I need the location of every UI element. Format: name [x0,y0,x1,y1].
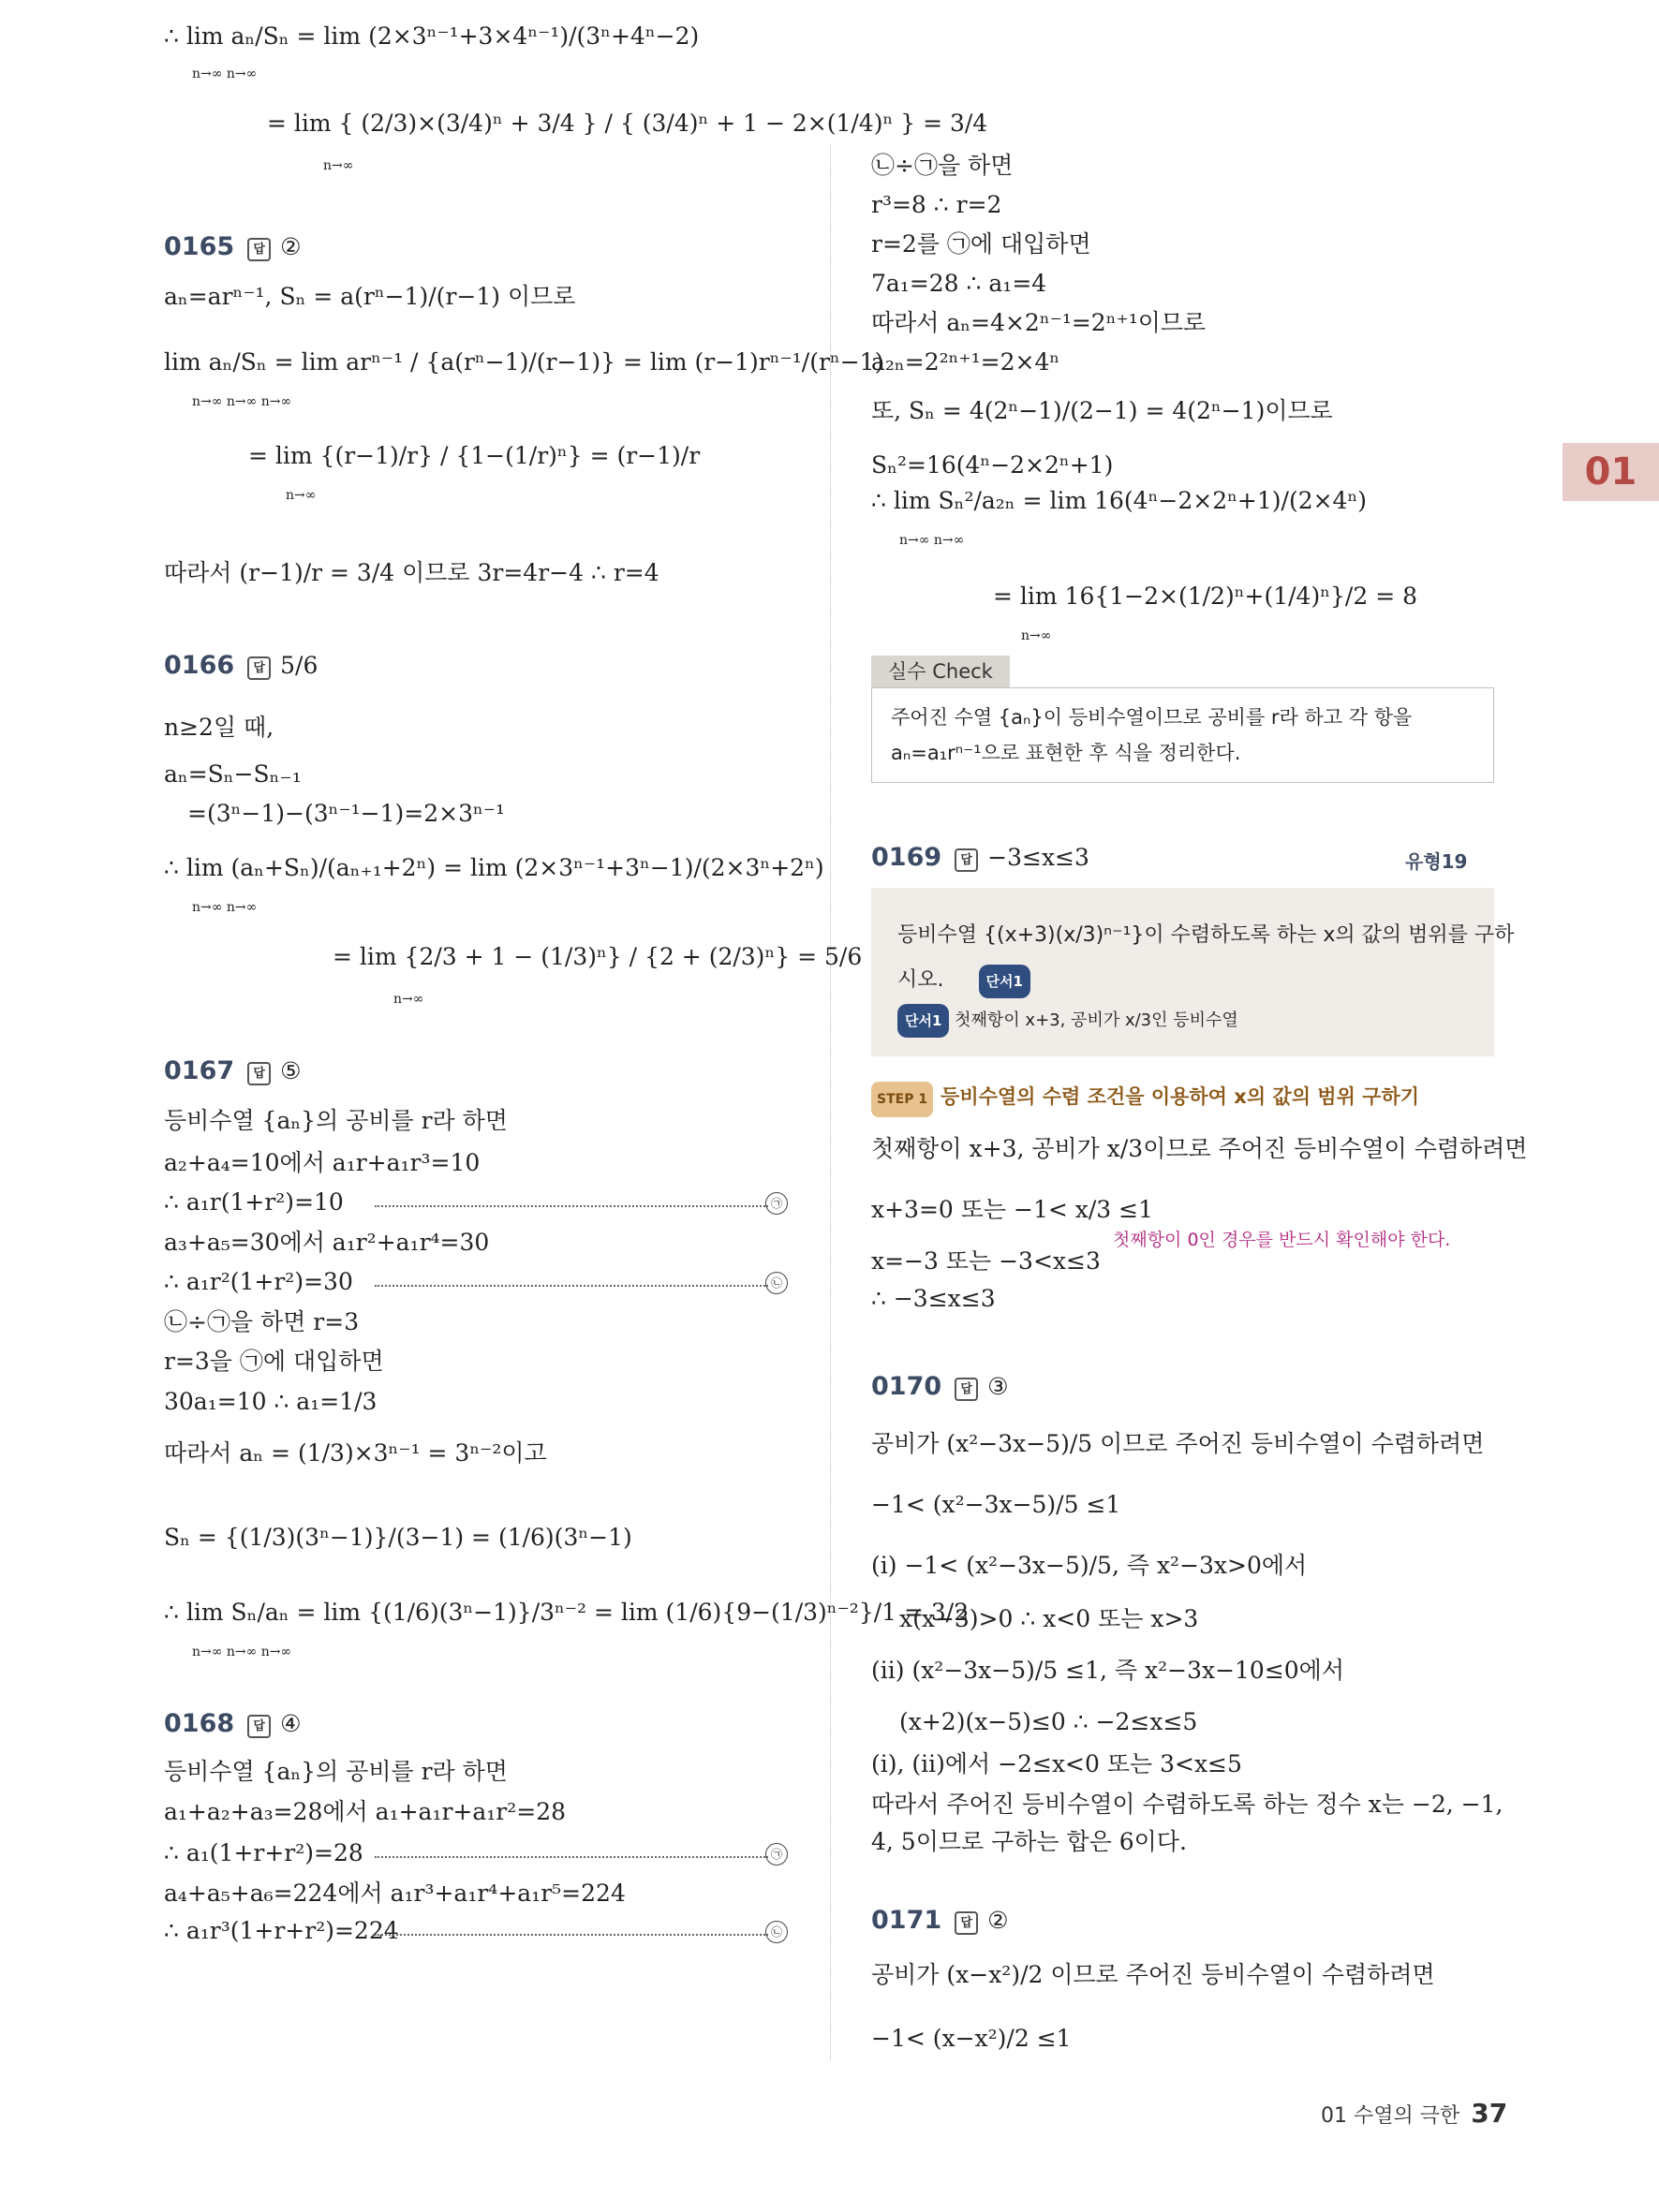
step-badge: STEP 1 [871,1082,933,1117]
solution-line: n→∞ [286,488,317,503]
check-line-1: 주어진 수열 {aₙ}이 등비수열이므로 공비를 r라 하고 각 항을 [891,706,1413,729]
solution-line: r=3을 ㉠에 대입하면 [164,1348,384,1375]
clue-text: 첫째항이 x+3, 공비가 x/3인 등비수열 [955,1010,1238,1030]
solution-line: 공비가 (x−x²)/2 이므로 주어진 등비수열이 수렴하려면 [871,1961,1435,1988]
clue-line [897,1004,1238,1038]
solution-line: (i) −1< (x²−3x−5)/5, 즉 x²−3x>0에서 [871,1552,1308,1579]
equation-marker: ㉠ [765,1192,788,1215]
solution-line: n→∞ n→∞ [192,900,258,915]
solution-line: ∴ a₁r³(1+r+r²)=224 [164,1917,399,1944]
sol-0169-3: x=−3 또는 −3<x≤3 [871,1247,1101,1275]
solution-line: x(x−3)>0 ∴ x<0 또는 x>3 [899,1605,1199,1632]
problem-0169-box [871,888,1515,1056]
solution-line: = lim {(r−1)/r} / {1−(1/r)ⁿ} = (r−1)/r [248,442,701,469]
column-divider [830,145,831,2060]
answer-value: ④ [280,1710,302,1737]
solution-line: n→∞ n→∞ n→∞ [192,394,292,409]
problem-number: 0167 [164,1056,235,1085]
type-tag: 유형19 [1405,850,1468,873]
solution-line: a₂+a₄=10에서 a₁r+a₁r³=10 [164,1149,481,1176]
solution-line: = lim 16{1−2×(1/2)ⁿ+(1/4)ⁿ}/2 = 8 [993,582,1418,610]
answer-icon: 답 [247,238,271,261]
check-label: 실수 Check [871,656,1010,687]
problem-number: 0166 [164,651,235,680]
problem-text-1: 등비수열 {(x+3)(x/3)ⁿ⁻¹}이 수렴하도록 하는 x의 값의 범위를 구하 [897,923,1515,947]
problem-number: 0168 [164,1709,235,1738]
sol-0169-4: ∴ −3≤x≤3 [871,1285,996,1312]
clue-pill-2: 단서1 [897,1004,949,1038]
solution-line: ㉡÷㉠을 하면 [871,152,1014,179]
solution-line: 등비수열 {aₙ}의 공비를 r라 하면 [164,1107,508,1134]
solution-line: a₄+a₅+a₆=224에서 a₁r³+a₁r⁴+a₁r⁵=224 [164,1880,626,1907]
answer-icon: 답 [955,848,978,872]
solution-line: a₂ₙ=2²ⁿ⁺¹=2×4ⁿ [871,348,1060,376]
dotted-leader [375,1205,768,1207]
solution-line: ∴ a₁(1+r+r²)=28 [164,1839,363,1866]
solution-line: = lim { (2/3)×(3/4)ⁿ + 3/4 } / { (3/4)ⁿ + 1 − 2×(1/4)ⁿ } = 3/4 [267,110,988,137]
answer-icon: 답 [247,1715,271,1738]
answer-value: ② [280,233,302,260]
mistake-check-box [871,656,1494,783]
equation-marker: ㉡ [765,1272,788,1294]
problem-0166-header [164,651,318,680]
solution-line: (i), (ii)에서 −2≤x<0 또는 3<x≤5 [871,1750,1242,1777]
sol-0169-note: 첫째항이 0인 경우를 반드시 확인해야 한다. [1113,1230,1451,1250]
sol-0169-1: 첫째항이 x+3, 공비가 x/3이므로 주어진 등비수열이 수렴하려면 [871,1135,1528,1162]
problem-text-2: 시오. 단서1 [897,965,1030,998]
solution-line: n→∞ [393,992,424,1007]
solution-line: −1< (x²−3x−5)/5 ≤1 [871,1491,1121,1518]
check-line-2: aₙ=a₁rⁿ⁻¹으로 표현한 후 식을 정리한다. [891,742,1241,764]
problem-number: 0169 [871,843,942,872]
chapter-tab: 01 [1563,443,1659,501]
problem-0171-header: 0171 답 ② [871,1906,1009,1935]
dotted-leader [375,1856,768,1858]
footer-chapter: 01 수열의 극한 [1321,2104,1460,2128]
solution-line: n→∞ n→∞ [899,533,965,548]
step-text: 등비수열의 수렴 조건을 이용하여 x의 값의 범위 구하기 [941,1085,1420,1108]
solution-line: 4, 5이므로 구하는 합은 6이다. [871,1828,1187,1855]
answer-icon: 답 [955,1911,978,1935]
solution-line: 따라서 aₙ = (1/3)×3ⁿ⁻¹ = 3ⁿ⁻²이고 [164,1439,547,1467]
page-footer [1321,2098,1507,2129]
equation-marker: ㉡ [765,1921,788,1943]
solution-line: ∴ lim (aₙ+Sₙ)/(aₙ₊₁+2ⁿ) = lim (2×3ⁿ⁻¹+3ⁿ−1)/(2×3ⁿ+2ⁿ) [164,854,824,881]
solution-line: ∴ lim Sₙ²/a₂ₙ = lim 16(4ⁿ−2×2ⁿ+1)/(2×4ⁿ) [871,487,1368,514]
clue-pill: 단서1 [979,965,1030,998]
solution-line: n→∞ [1021,628,1052,643]
solution-line: a₃+a₅=30에서 a₁r²+a₁r⁴=30 [164,1229,490,1256]
solution-line: 또, Sₙ = 4(2ⁿ−1)/(2−1) = 4(2ⁿ−1)이므로 [871,397,1333,424]
page-number: 37 [1471,2098,1508,2129]
problem-0167-header [164,1056,302,1085]
solution-line: 따라서 주어진 등비수열이 수렴하도록 하는 정수 x는 −2, −1, [871,1791,1503,1818]
solution-line: −1< (x−x²)/2 ≤1 [871,2025,1072,2052]
solution-line: 따라서 aₙ=4×2ⁿ⁻¹=2ⁿ⁺¹이므로 [871,309,1207,336]
solution-line: (ii) (x²−3x−5)/5 ≤1, 즉 x²−3x−10≤0에서 [871,1657,1344,1684]
dotted-leader [375,1934,768,1936]
problem-0168-header [164,1709,302,1738]
solution-line: aₙ=Sₙ−Sₙ₋₁ [164,760,302,788]
solution-line: 따라서 (r−1)/r = 3/4 이므로 3r=4r−4 ∴ r=4 [164,559,659,586]
solution-line: Sₙ = {(1/3)(3ⁿ−1)}/(3−1) = (1/6)(3ⁿ−1) [164,1524,632,1551]
solution-line: ∴ a₁r(1+r²)=10 [164,1188,344,1216]
sol-0169-2: x+3=0 또는 −1< x/3 ≤1 [871,1196,1153,1223]
dotted-leader [375,1285,768,1287]
solution-line: n≥2일 때, [164,714,274,741]
answer-icon: 답 [247,656,271,680]
problem-0170-header: 0170 답 ③ [871,1372,1009,1401]
solution-line: =(3ⁿ−1)−(3ⁿ⁻¹−1)=2×3ⁿ⁻¹ [187,800,506,827]
problem-0165-header [164,232,302,261]
solution-line: lim aₙ/Sₙ = lim arⁿ⁻¹ / {a(rⁿ−1)/(r−1)} = lim (r−1)rⁿ⁻¹/(rⁿ−1) [164,348,884,376]
solution-line: 7a₁=28 ∴ a₁=4 [871,270,1047,297]
check-body [871,687,1494,783]
solution-line: ㉡÷㉠을 하면 r=3 [164,1308,360,1335]
solution-line: aₙ=arⁿ⁻¹, Sₙ = a(rⁿ−1)/(r−1) 이므로 [164,283,576,310]
solution-line: n→∞ [323,158,354,173]
solution-line: = lim {2/3 + 1 − (1/3)ⁿ} / {2 + (2/3)ⁿ} = 5/6 [333,943,863,970]
problem-number: 0165 [164,232,235,261]
solution-line: Sₙ²=16(4ⁿ−2×2ⁿ+1) [871,451,1114,479]
solution-line: a₁+a₂+a₃=28에서 a₁+a₁r+a₁r²=28 [164,1798,567,1825]
equation-marker: ㉠ [765,1843,788,1865]
solution-line: ∴ a₁r²(1+r²)=30 [164,1268,353,1295]
answer-value: ⑤ [280,1057,302,1084]
solution-line: r=2를 ㉠에 대입하면 [871,230,1091,258]
solution-line: 등비수열 {aₙ}의 공비를 r라 하면 [164,1758,508,1785]
solution-line: 30a₁=10 ∴ a₁=1/3 [164,1388,378,1415]
answer-value: 5/6 [280,652,318,679]
solution-line: n→∞ n→∞ n→∞ [192,1644,292,1659]
solution-line: r³=8 ∴ r=2 [871,191,1002,218]
answer-value: −3≤x≤3 [987,844,1089,871]
answer-icon: 답 [955,1378,978,1401]
answer-icon: 답 [247,1062,271,1085]
problem-0169-header [871,843,1089,872]
solution-line: (x+2)(x−5)≤0 ∴ −2≤x≤5 [899,1708,1198,1735]
step-1 [871,1080,1419,1117]
solution-line: 공비가 (x²−3x−5)/5 이므로 주어진 등비수열이 수렴하려면 [871,1430,1485,1457]
solution-line: n→∞ n→∞ [192,66,258,81]
solution-line: ∴ lim aₙ/Sₙ = lim (2×3ⁿ⁻¹+3×4ⁿ⁻¹)/(3ⁿ+4ⁿ−2) [164,22,700,50]
solution-line: ∴ lim Sₙ/aₙ = lim {(1/6)(3ⁿ−1)}/3ⁿ⁻² = lim (1/6){9−(1/3)ⁿ⁻²}/1 = 3/2 [164,1599,970,1626]
